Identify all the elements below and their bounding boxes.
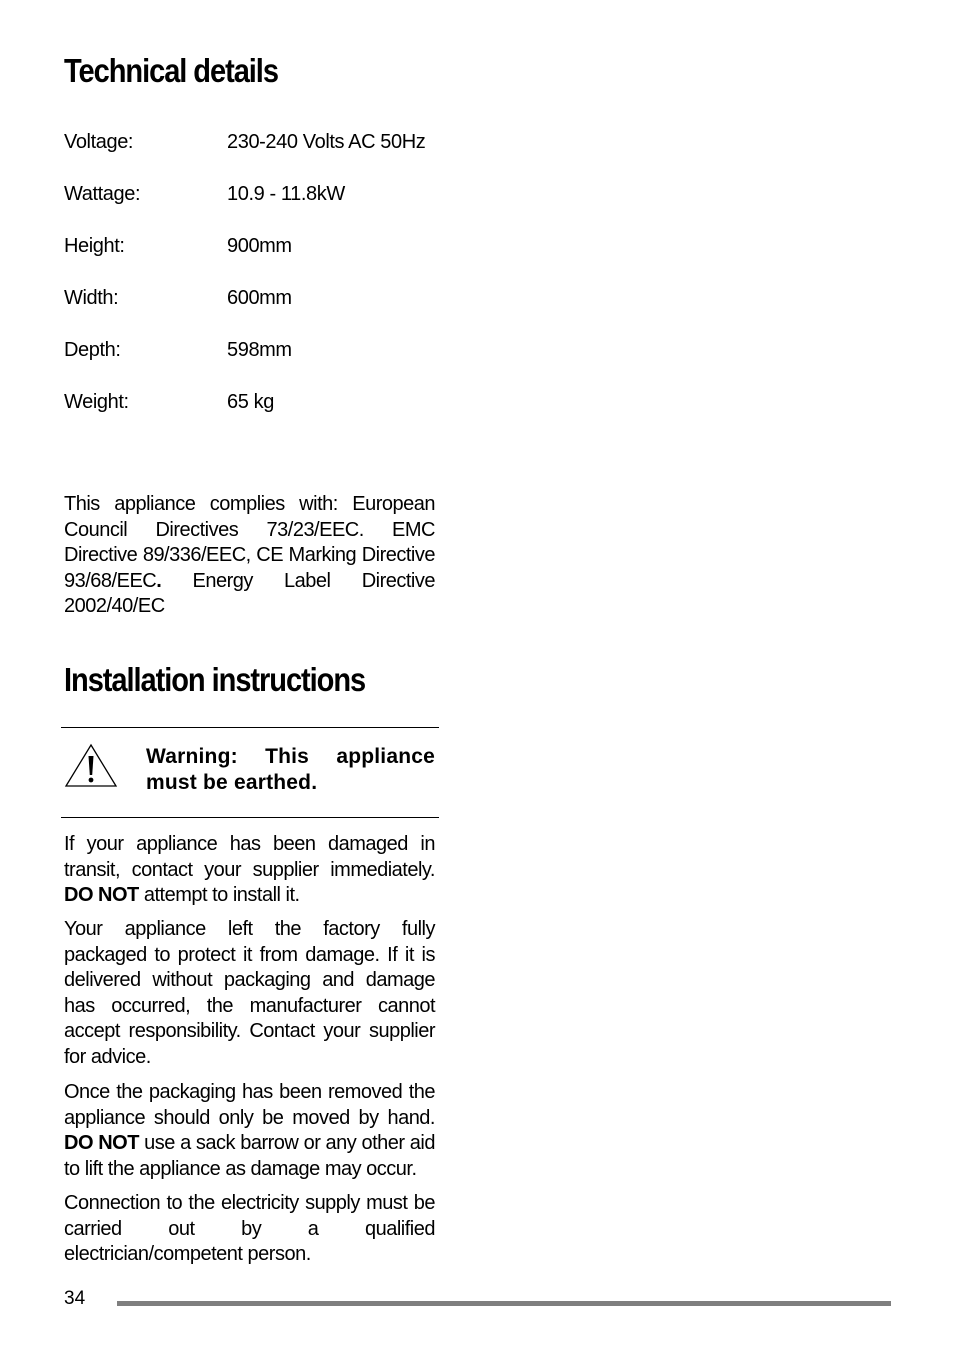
paragraph-text: Once the packaging has been removed the appliance should only be moved by hand.: [64, 1081, 435, 1129]
spec-label: Width:: [64, 287, 119, 309]
transit-damage-paragraph: [64, 832, 435, 909]
compliance-text-part1: This appliance complies with: European Council Directives 73/23/EEC. EMC Directive 89/336/EEC, CE Marking Directive 93/68/EEC: [64, 493, 435, 592]
spec-label: Voltage:: [64, 131, 134, 153]
do-not-emphasis: DO NOT: [64, 884, 139, 906]
electrical-connection-paragraph: Connection to the electricity supply must be carried out by a qualified electrician/competent person.: [64, 1192, 435, 1265]
paragraph-text: use a sack barrow or any other aid to lift the appliance as damage may occur.: [64, 1132, 435, 1180]
compliance-paragraph: [64, 492, 435, 620]
spec-label: Weight:: [64, 391, 129, 413]
spec-value: 65 kg: [227, 391, 274, 413]
paragraph-text: attempt to install it.: [138, 884, 300, 906]
paragraph-text: If your appliance has been damaged in transit, contact your supplier immediately.: [64, 833, 435, 881]
warning-bottom-rule: [61, 817, 439, 818]
footer-bar: [117, 1301, 891, 1306]
technical-details-heading: Technical details: [64, 52, 278, 89]
spec-label: Depth:: [64, 339, 121, 361]
spec-value: 598mm: [227, 339, 292, 361]
warning-top-rule: [61, 727, 439, 728]
page-number: 34: [64, 1288, 86, 1309]
packaging-paragraph: Your appliance left the factory fully packaged to protect it from damage. If it is delivered without packaging and damage has occurred, the manufacturer cannot accept responsibility. Contact your supplier for advice.: [64, 918, 435, 1068]
do-not-emphasis: DO NOT: [64, 1132, 139, 1154]
compliance-text-part2: Energy Label Directive 2002/40/EC: [64, 569, 435, 617]
spec-label: Wattage:: [64, 183, 141, 205]
warning-triangle-icon: [64, 743, 118, 789]
spec-value: 900mm: [227, 235, 292, 257]
spec-value: 230-240 Volts AC 50Hz: [227, 131, 426, 153]
spec-value: 10.9 - 11.8kW: [227, 183, 345, 205]
moving-paragraph: [64, 1080, 435, 1182]
warning-text: Warning: This appliance must be earthed.: [146, 745, 435, 794]
installation-instructions-heading: Installation instructions: [64, 661, 366, 698]
compliance-bold-dot: .: [156, 569, 162, 592]
spec-value: 600mm: [227, 287, 292, 309]
spec-label: Height:: [64, 235, 125, 257]
